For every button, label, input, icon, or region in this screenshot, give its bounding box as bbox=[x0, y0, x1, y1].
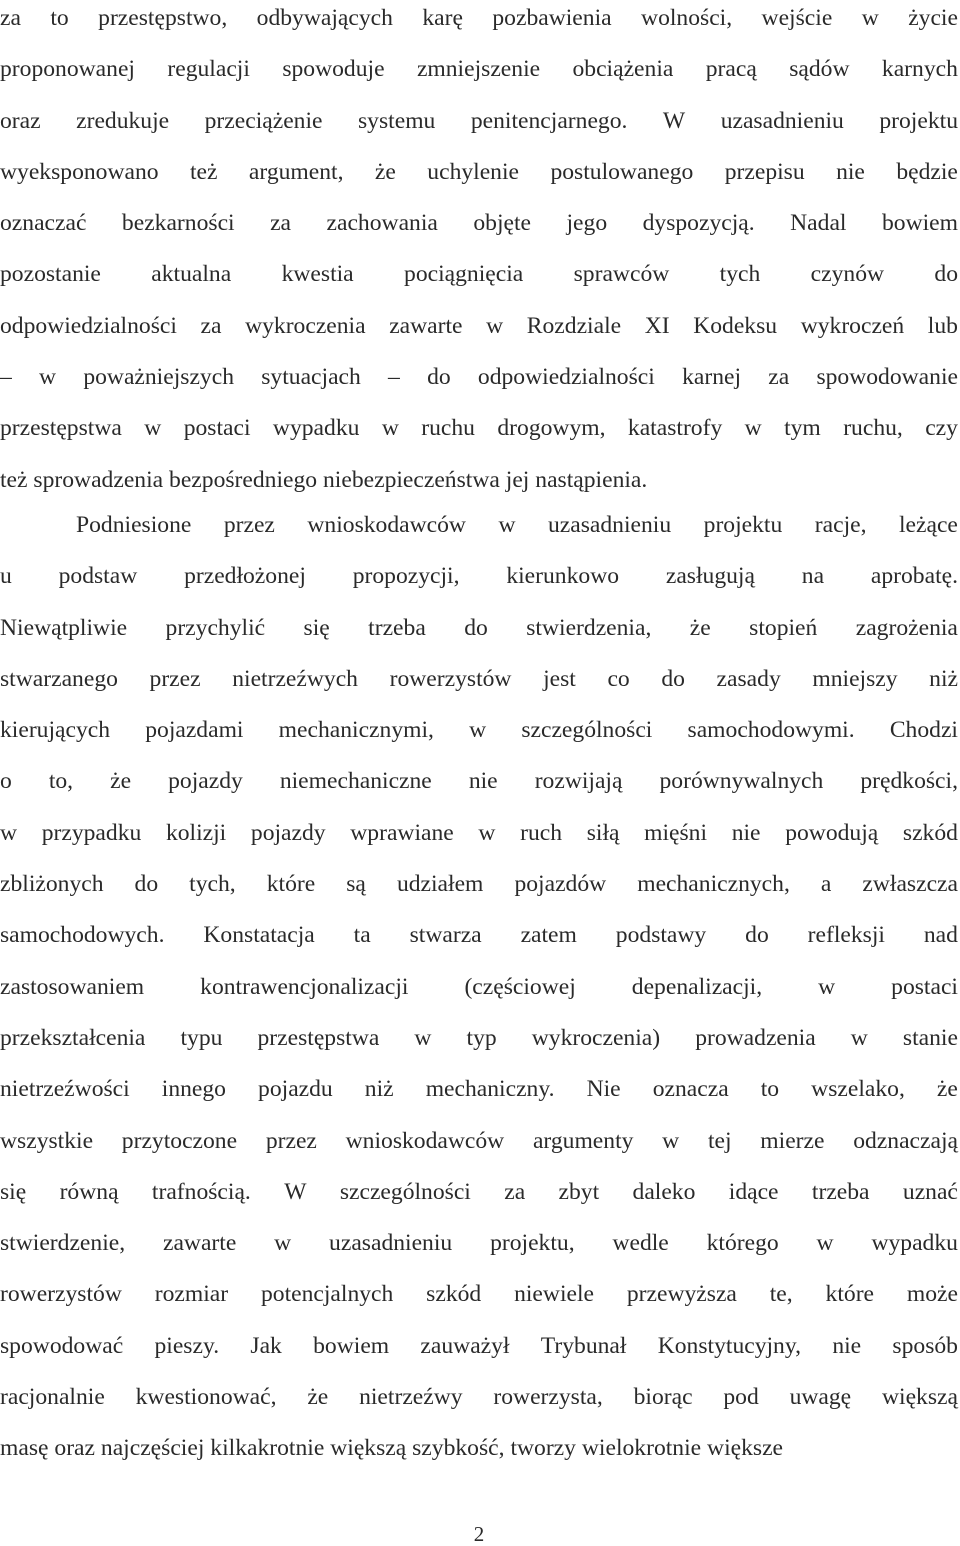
text-line: o to, że pojazdy niemechaniczne nie rozwijają porównywalnych prędkości, bbox=[0, 768, 958, 795]
text-line: za to przestępstwo, odbywających karę pozbawienia wolności, wejście w życie bbox=[0, 5, 958, 31]
text-line: się równą trafnością. W szczególności za zbyt daleko idące trzeba uznać bbox=[0, 1178, 958, 1205]
text-line: odpowiedzialności za wykroczenia zawarte w Rozdziale XI Kodeksu wykroczeń lub bbox=[0, 312, 958, 339]
text-line: wyeksponowano też argument, że uchylenie postulowanego przepisu nie będzie bbox=[0, 158, 958, 185]
text-line: przestępstwa w postaci wypadku w ruchu drogowym, katastrofy w tym ruchu, czy bbox=[0, 415, 958, 442]
text-line: racjonalnie kwestionować, że nietrzeźwy rowerzysta, biorąc pod uwagę większą bbox=[0, 1384, 958, 1411]
text-line: samochodowych. Konstatacja ta stwarza zatem podstawy do refleksji nad bbox=[0, 922, 958, 949]
text-line: – w poważniejszych sytuacjach – do odpowiedzialności karnej za spowodowanie bbox=[0, 364, 958, 391]
text-line: spowodować pieszy. Jak bowiem zauważył Trybunał Konstytucyjny, nie sposób bbox=[0, 1332, 958, 1359]
text-line: oznaczać bezkarności za zachowania objęte jego dyspozycją. Nadal bowiem bbox=[0, 210, 958, 237]
text-line: pozostanie aktualna kwestia pociągnięcia sprawców tych czynów do bbox=[0, 261, 958, 288]
page-number: 2 bbox=[473, 1522, 485, 1546]
text-line: u podstaw przedłożonej propozycji, kierunkowo zasługują na aprobatę. bbox=[0, 563, 958, 590]
text-line: stwierdzenie, zawarte w uzasadnieniu projektu, wedle którego w wypadku bbox=[0, 1230, 958, 1257]
text-line: nietrzeźwości innego pojazdu niż mechaniczny. Nie oznacza to wszelako, że bbox=[0, 1076, 958, 1103]
text-line: rowerzystów rozmiar potencjalnych szkód niewiele przewyższa te, które może bbox=[0, 1281, 958, 1308]
text-line: masę oraz najczęściej kilkakrotnie większą szybkość, tworzy wielokrotnie większe bbox=[0, 1435, 784, 1462]
paragraph-2 bbox=[0, 500, 958, 1475]
text-line: w przypadku kolizji pojazdy wprawiane w ruch siłą mięśni nie powodują szkód bbox=[0, 819, 958, 846]
text-line: oraz zredukuje przeciążenie systemu penitencjarnego. W uzasadnieniu projektu bbox=[0, 107, 958, 134]
text-line: zbliżonych do tych, które są udziałem pojazdów mechanicznych, a zwłaszcza bbox=[0, 871, 958, 898]
text-line: stwarzanego przez nietrzeźwych rowerzystów jest co do zasady mniejszy niż bbox=[0, 665, 958, 692]
text-line: też sprowadzenia bezpośredniego niebezpieczeństwa jej nastąpienia. bbox=[0, 466, 648, 493]
text-line: zastosowaniem kontrawencjonalizacji (częściowej depenalizacji, w postaci bbox=[0, 973, 958, 1000]
text-line: kierujących pojazdami mechanicznymi, w szczególności samochodowymi. Chodzi bbox=[0, 717, 958, 744]
text-line: wszystkie przytoczone przez wnioskodawców argumenty w tej mierze odznaczają bbox=[0, 1127, 958, 1154]
text-line: przekształcenia typu przestępstwa w typ wykroczenia) prowadzenia w stanie bbox=[0, 1024, 958, 1051]
paragraph-1 bbox=[0, 0, 958, 506]
text-line: proponowanej regulacji spowoduje zmniejszenie obciążenia pracą sądów karnych bbox=[0, 56, 958, 83]
text-line: Niewątpliwie przychylić się trzeba do stwierdzenia, że stopień zagrożenia bbox=[0, 614, 958, 641]
text-line: Podniesione przez wnioskodawców w uzasadnieniu projektu racje, leżące bbox=[76, 512, 958, 538]
